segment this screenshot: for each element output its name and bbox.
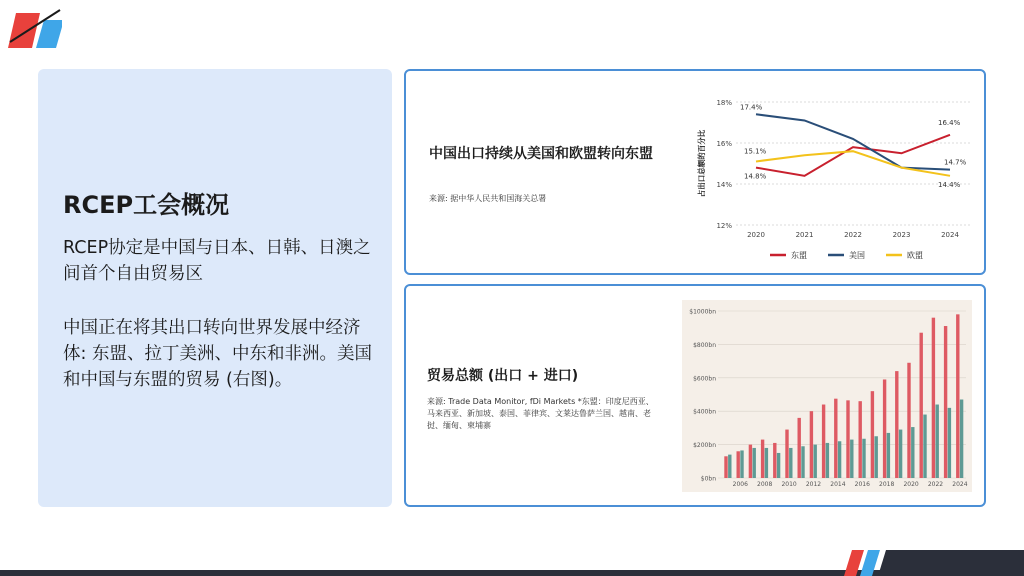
x-tick-label: 2014 [830,481,846,488]
bar [862,439,865,478]
bar [749,445,752,478]
summary-panel [38,69,392,507]
bar [814,445,817,478]
x-tick-label: 2024 [941,231,959,239]
bar [798,418,801,478]
bar [737,451,740,478]
x-tick-label: 2023 [892,231,911,239]
bar [907,363,910,478]
x-tick-label: 2012 [805,481,822,488]
bar [724,456,727,478]
export-share-source: 来源: 据中华人民共和国海关总署 [429,194,547,203]
y-tick-label: 12% [716,222,732,230]
y-tick-label: 14% [716,181,732,189]
series-line [756,135,950,176]
bar [936,405,939,478]
bar [789,448,792,478]
y-axis-label: 占出口总额的百分比 [697,129,706,198]
trade-total-bar-chart [682,300,972,492]
bar [960,400,963,478]
bar [822,405,825,478]
trade-total-card [404,284,986,507]
bar [838,441,841,478]
data-label: 14.7% [944,158,967,167]
brand-logo [6,8,62,48]
bar [932,318,935,478]
legend-label: 美国 [849,251,865,260]
x-tick-label: 2010 [781,481,797,488]
trade-total-source: 来源: Trade Data Monitor, fDi Markets *东盟：印度尼西亚、马来西亚、新加坡、泰国、菲律宾、文莱达鲁萨兰国、越南、老挝、缅甸、柬埔寨 [427,397,654,430]
x-tick-label: 2020 [903,481,919,488]
data-label: 17.4% [740,103,763,112]
data-label: 14.4% [938,180,961,189]
data-label: 15.1% [744,147,767,156]
y-tick-label: $200bn [693,442,716,450]
bar [911,427,914,478]
bar [785,430,788,478]
series-line [756,114,950,169]
bar [765,448,768,478]
bar [728,455,731,478]
x-tick-label: 2020 [747,231,765,239]
bar [883,379,886,478]
bar [810,411,813,478]
bar [834,399,837,478]
bar [846,400,849,478]
bar [826,443,829,478]
legend-label: 东盟 [791,251,807,260]
panel-paragraph-2: 中国正在将其出口转向世界发展中经济体: 东盟、拉丁美洲、中东和非洲。美国和中国与东盟的贸易 (右图)。 [63,318,372,390]
bar [871,391,874,478]
y-tick-label: $400bn [693,408,716,416]
panel-title: RCEP工会概况 [63,191,230,219]
bar [850,440,853,478]
data-label: 14.8% [744,172,767,181]
bar [753,448,756,478]
bar [801,446,804,478]
y-tick-label: $800bn [693,341,716,349]
export-share-line-chart [674,71,984,273]
bar [859,401,862,478]
corner-decoration [840,548,1024,576]
legend-label: 欧盟 [907,251,923,260]
y-tick-label: $600bn [693,375,716,383]
y-tick-label: 18% [716,99,732,107]
data-label: 16.4% [938,118,961,127]
bar [773,443,776,478]
x-tick-label: 2024 [952,481,968,488]
bar [887,433,890,478]
x-tick-label: 2018 [879,481,895,488]
panel-paragraph-1: RCEP协定是中国与日本、日韩、日澳之间首个自由贸易区 [63,238,371,284]
bar [740,450,743,478]
bar [920,333,923,478]
y-tick-label: $1000bn [689,308,716,316]
x-tick-label: 2006 [732,481,748,488]
bar [895,371,898,478]
bar [875,436,878,478]
x-tick-label: 2022 [844,231,862,239]
x-tick-label: 2008 [757,481,773,488]
x-tick-label: 2022 [927,481,944,488]
bar [761,440,764,478]
x-tick-label: 2021 [795,231,814,239]
y-tick-label: 16% [716,140,732,148]
bar [956,314,959,478]
bar [948,408,951,478]
export-share-card [404,69,986,275]
x-tick-label: 2016 [854,481,870,488]
bar [923,415,926,478]
bar [899,430,902,478]
bar [777,453,780,478]
y-tick-label: $0bn [700,475,716,483]
bar [944,326,947,478]
export-share-title: 中国出口持续从美国和欧盟转向东盟 [429,146,653,162]
trade-total-title: 贸易总额 (出口 + 进口) [427,368,579,384]
